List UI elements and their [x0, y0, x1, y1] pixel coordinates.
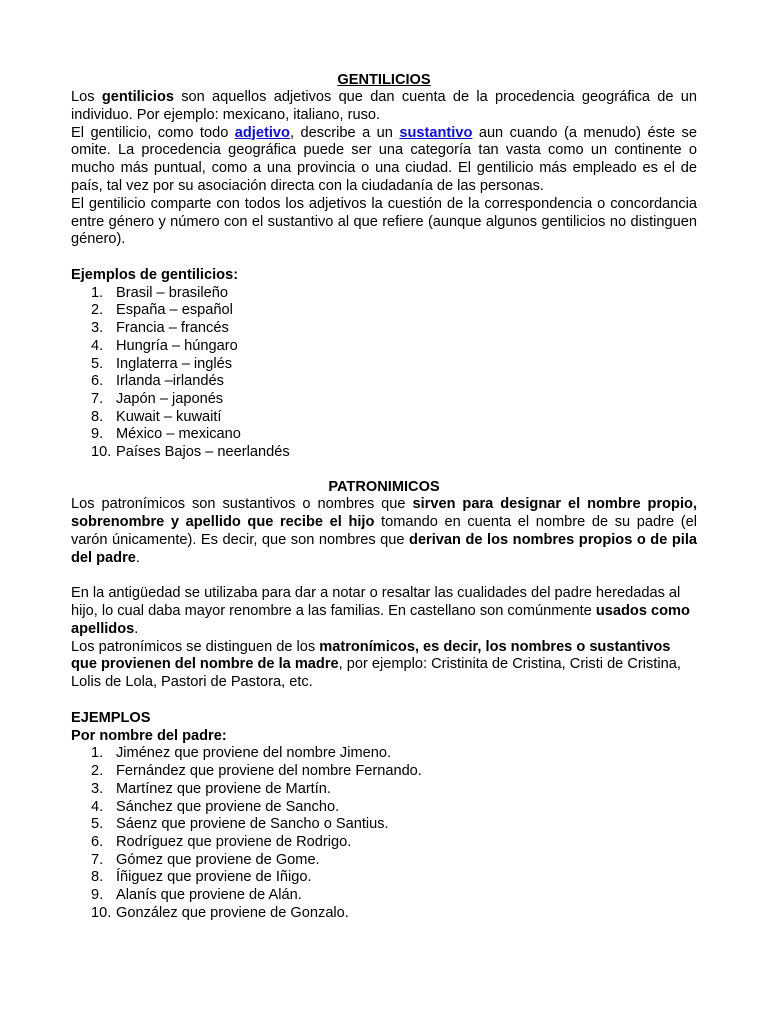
- patro-bold: matronímicos, es decir, los nombres o sustantivos que provienen del nombre de la madre: [71, 638, 671, 673]
- list-number: 7.: [91, 390, 104, 407]
- document-page: [71, 71, 697, 922]
- list-item: [71, 816, 697, 834]
- list-number: 10.: [91, 904, 112, 921]
- list-text: González que proviene de Gonzalo.: [116, 904, 349, 921]
- list-item: [71, 444, 697, 462]
- intro-text: El gentilicio, como todo: [71, 124, 235, 141]
- patronimicos-list: [71, 745, 697, 922]
- intro-paragraph-1: [71, 89, 697, 125]
- list-item: [71, 763, 697, 781]
- patro-bold: usados como apellidos: [71, 603, 690, 637]
- patro-bold: sirven para designar el nombre propio, sobrenombre y apellido que recibe el hijo: [71, 496, 697, 531]
- list-item: [71, 320, 697, 338]
- patro-paragraph-1: [71, 496, 697, 567]
- intro-text: , describe a un: [289, 124, 400, 141]
- intro-text: Los: [71, 89, 102, 105]
- list-item: [71, 869, 697, 887]
- list-item: [71, 852, 697, 870]
- patro-text: En la antigüedad se utilizaba para dar a notar o resaltar las cualidades del padre heredadas al hijo, lo cual daba mayor renombre a las familias. En castellano son comúnmente: [71, 585, 681, 620]
- list-number: 8.: [91, 869, 104, 886]
- list-item: [71, 409, 697, 427]
- term-gentilicios: gentilicios: [101, 89, 174, 105]
- list-text: Kuwait – kuwaití: [116, 408, 222, 425]
- list-number: 6.: [91, 833, 104, 850]
- patro-text: Los patronímicos son sustantivos o nombres que: [71, 496, 413, 513]
- list-text: Rodríguez que proviene de Rodrigo.: [116, 833, 352, 850]
- list-text: Inglaterra – inglés: [116, 355, 233, 372]
- patro-bold: derivan de los nombres propios o de pila del padre: [71, 531, 697, 566]
- list-number: 4.: [91, 798, 104, 815]
- list-number: 10.: [91, 444, 112, 461]
- list-item: [71, 285, 697, 303]
- list-item: [71, 302, 697, 320]
- list-text: Íñiguez que proviene de Iñigo.: [116, 869, 312, 886]
- section-title-patronimicos: PATRONIMICOS: [328, 479, 440, 496]
- intro-paragraph-3: El gentilicio comparte con todos los adjetivos la cuestión de la correspondencia o concordancia entre género y número con el sustantivo al que refiere (aunque algunos gentilicios no distinguen género).: [71, 195, 697, 248]
- patro-text: .: [135, 549, 140, 566]
- adjetivo-link[interactable]: adjetivo: [234, 124, 290, 141]
- page-title: GENTILICIOS: [337, 72, 431, 88]
- patro-text: , por ejemplo: Cristinita de Cristina, Cristi de Cristina, Lolis de Lola, Pastori de Pastora, etc.: [71, 656, 681, 691]
- list-item: [71, 887, 697, 905]
- list-text: Irlanda –irlandés: [116, 373, 224, 390]
- list-text: Japón – japonés: [116, 390, 224, 407]
- examples-heading: Ejemplos de gentilicios:: [71, 266, 239, 283]
- list-text: Gómez que proviene de Gome.: [116, 851, 320, 868]
- list-item: [71, 834, 697, 852]
- list-number: 5.: [91, 816, 104, 833]
- list-text: España – español: [116, 302, 233, 319]
- list-item: [71, 905, 697, 923]
- list-number: 9.: [91, 887, 104, 904]
- list-number: 5.: [91, 355, 104, 372]
- gentilicios-list: [71, 285, 697, 462]
- list-number: 2.: [91, 763, 104, 780]
- list-text: Hungría – húngaro: [116, 337, 238, 354]
- list-number: 1.: [91, 745, 104, 762]
- list-text: México – mexicano: [116, 426, 241, 443]
- list-item: [71, 356, 697, 374]
- list-number: 3.: [91, 320, 104, 337]
- patro-text: tomando en cuenta el nombre de su padre (el varón únicamente). Es decir, que son nombres que: [71, 514, 697, 548]
- list-text: Martínez que proviene de Martín.: [116, 780, 331, 797]
- list-text: Francia – francés: [116, 320, 229, 337]
- list-number: 9.: [91, 426, 104, 443]
- list-text: Fernández que proviene del nombre Fernando.: [116, 763, 422, 780]
- list-item: [71, 799, 697, 817]
- list-text: Países Bajos – neerlandés: [116, 444, 290, 461]
- list-item: [71, 781, 697, 799]
- list-text: Jiménez que proviene del nombre Jimeno.: [116, 745, 392, 762]
- patro-paragraph-2: [71, 585, 697, 638]
- list-number: 7.: [91, 851, 104, 868]
- list-text: Sáenz que proviene de Sancho o Santius.: [116, 816, 389, 833]
- ejemplos-heading: EJEMPLOS: [71, 709, 151, 726]
- intro-text: son aquellos adjetivos que dan cuenta de la procedencia geográfica de un individuo. Por ejemplo: mexicano, italiano, ruso.: [71, 89, 697, 123]
- list-item: [71, 338, 697, 356]
- intro-paragraph-2: [71, 125, 697, 196]
- list-text: Brasil – brasileño: [116, 284, 228, 301]
- list-number: 4.: [91, 337, 104, 354]
- list-item: [71, 426, 697, 444]
- patro-paragraph-3: [71, 639, 697, 692]
- intro-text: aun cuando (a menudo) éste se omite. La procedencia geográfica puede ser una categoría tan vasta como un continente o mucho más puntual, como a una provincia o una ciudad. El gentilicio más empleado es el de país, tal vez por su asociación directa con la ciudadanía de las personas.: [71, 124, 697, 194]
- patro-text: Los patronímicos se distinguen de los: [71, 638, 320, 655]
- list-number: 3.: [91, 780, 104, 797]
- list-text: Alanís que proviene de Alán.: [116, 887, 302, 904]
- list-item: [71, 391, 697, 409]
- patro-text: .: [134, 620, 139, 637]
- list-number: 6.: [91, 373, 104, 390]
- list-item: [71, 745, 697, 763]
- list-number: 8.: [91, 408, 104, 425]
- por-padre-heading: Por nombre del padre:: [71, 727, 227, 744]
- list-item: [71, 373, 697, 391]
- list-number: 2.: [91, 302, 104, 319]
- list-text: Sánchez que proviene de Sancho.: [116, 798, 340, 815]
- sustantivo-link[interactable]: sustantivo: [399, 124, 473, 141]
- list-number: 1.: [91, 284, 104, 301]
